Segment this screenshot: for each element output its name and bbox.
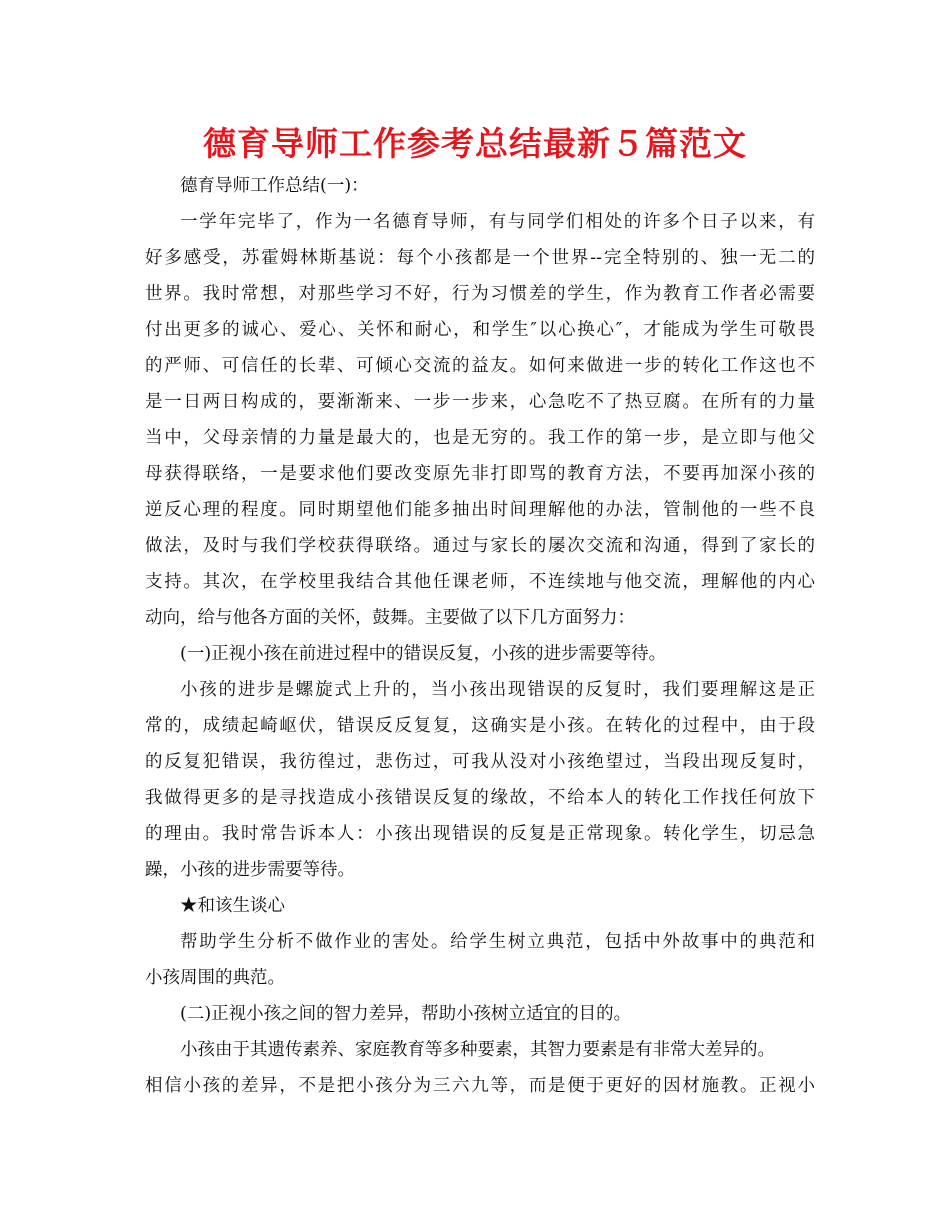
paragraph-line: 相信小孩的差异，不是把小孩分为三六九等，而是便于更好的因材施教。正视小 [145,1076,815,1096]
paragraph-line: 动向，给与他各方面的关怀，鼓舞。主要做了以下几方面努力： [145,608,635,628]
paragraph-line: 的理由。我时常告诉本人：小孩出现错误的反复是正常现象。转化学生，切忌急 [145,824,815,844]
paragraph-line: ★和该生谈心 [180,896,285,916]
paragraph-line: 的严师、可信任的长辈、可倾心交流的益友。如何来做进一步的转化工作这也不 [145,356,815,376]
paragraph-line: 付出更多的诚心、爱心、关怀和耐心，和学生″以心换心″，才能成为学生可敬畏 [145,320,815,340]
paragraph-line: 的反复犯错误，我彷徨过，悲伤过，可我从没对小孩绝望过，当段出现反复时， [145,752,815,772]
paragraph-line: (二)正视小孩之间的智力差异，帮助小孩树立适宜的目的。 [180,1004,632,1024]
paragraph-line: 我做得更多的是寻找造成小孩错误反复的缘故，不给本人的转化工作找任何放下 [145,788,815,808]
paragraph-line: 躁，小孩的进步需要等待。 [145,860,355,880]
paragraph-line: 德育导师工作总结(一)： [180,176,369,196]
paragraph-line: 逆反心理的程度。同时期望他们能多抽出时间理解他的办法，管制他的一些不良 [145,500,815,520]
paragraph-line: 母获得联络，一是要求他们要改变原先非打即骂的教育方法，不要再加深小孩的 [145,464,815,484]
paragraph-line: 一学年完毕了，作为一名德育导师，有与同学们相处的许多个日子以来，有 [180,212,815,232]
paragraph-line: 帮助学生分析不做作业的害处。给学生树立典范，包括中外故事中的典范和 [180,932,815,952]
paragraph-line: 小孩由于其遗传素养、家庭教育等多种要素，其智力要素是有非常大差异的。 [180,1040,775,1060]
paragraph-line: 支持。其次，在学校里我结合其他任课老师，不连续地与他交流，理解他的内心 [145,572,815,592]
paragraph-line: 当中，父母亲情的力量是最大的，也是无穷的。我工作的第一步，是立即与他父 [145,428,815,448]
paragraph-line: 好多感受，苏霍姆林斯基说：每个小孩都是一个世界--完全特别的、独一无二的 [145,248,815,268]
paragraph-line: 世界。我时常想，对那些学习不好，行为习惯差的学生，作为教育工作者必需要 [145,284,815,304]
paragraph-line: 是一日两日构成的，要渐渐来、一步一步来，心急吃不了热豆腐。在所有的力量 [145,392,815,412]
document-title: 德育导师工作参考总结最新５篇范文 [203,124,747,163]
paragraph-line: 小孩的进步是螺旋式上升的，当小孩出现错误的反复时，我们要理解这是正 [180,680,815,700]
paragraph-line: (一)正视小孩在前进过程中的错误反复，小孩的进步需要等待。 [180,644,667,664]
document-body [145,168,815,1104]
paragraph-line: 小孩周围的典范。 [145,968,285,988]
paragraph-line: 常的，成绩起崎岖伏，错误反反复复，这确实是小孩。在转化的过程中，由于段 [145,716,815,736]
paragraph-line: 做法，及时与我们学校获得联络。通过与家长的屡次交流和沟通，得到了家长的 [145,536,815,556]
